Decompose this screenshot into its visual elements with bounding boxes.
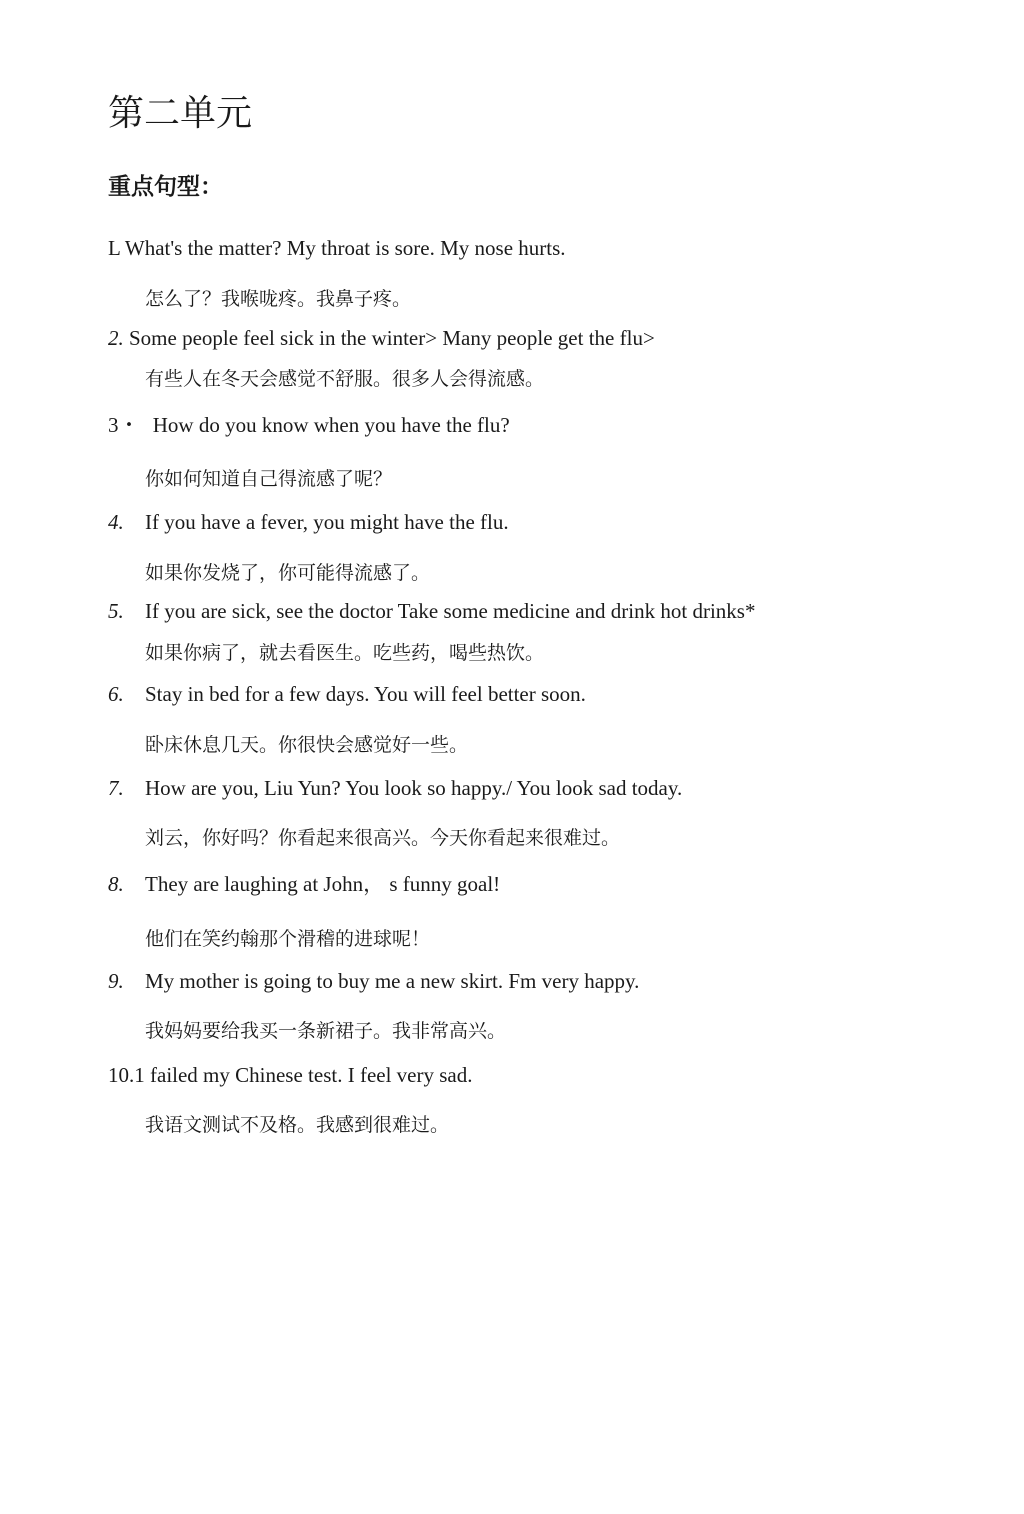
- sentence-5-chinese: 如果你病了，就去看医生。吃些药，喝些热饮。: [145, 642, 545, 664]
- sentence-6-chinese: 卧床休息几天。你很快会感觉好一些。: [145, 734, 469, 756]
- sentence-3-english-text: How do you know when you have the flu?: [152, 413, 510, 437]
- sentence-1-english-text: L What's the matter? My throat is sore. My nose hurts.: [108, 236, 566, 260]
- sentence-1-chinese: 怎么了？我喉咙疼。我鼻子疼。: [145, 288, 412, 310]
- sentence-8-english-text: They are laughing at John， s funny goal!: [145, 872, 501, 896]
- sentence-5-english-text: If you are sick, see the doctor Take some medicine and drink hot drinks*: [145, 599, 756, 623]
- sentence-9-chinese: 我妈妈要给我买一条新裙子。我非常高兴。: [145, 1020, 507, 1042]
- sentence-2-chinese: 有些人在冬天会感觉不舒服。很多人会得流感。: [145, 368, 545, 390]
- section-heading: 重点句型：: [108, 174, 223, 200]
- sentence-2-number: 2.: [108, 326, 124, 350]
- sentence-4-number: 4.: [108, 510, 124, 534]
- sentence-10-chinese: 我语文测试不及格。我感到很难过。: [145, 1114, 450, 1136]
- sentence-8-chinese: 他们在笑约翰那个滑稽的进球呢！: [145, 928, 431, 950]
- sentence-4-english-text: If you have a fever, you might have the flu.: [145, 510, 509, 534]
- sentence-4-english: [108, 509, 509, 535]
- sentence-3-english: [108, 412, 510, 438]
- sentence-1-english: [108, 235, 566, 261]
- sentence-6-english-text: Stay in bed for a few days. You will feel better soon.: [145, 682, 586, 706]
- sentence-5-english: [108, 598, 755, 624]
- sentence-10-english-text: 10.1 failed my Chinese test. I feel very sad.: [108, 1063, 473, 1087]
- sentence-10-english: [108, 1062, 472, 1088]
- sentence-7-english: [108, 775, 682, 801]
- page-title: 第二单元: [108, 93, 253, 134]
- sentence-7-english-text: How are you, Liu Yun? You look so happy./ You look sad today.: [145, 776, 683, 800]
- sentence-7-chinese: 刘云，你好吗？你看起来很高兴。今天你看起来很难过。: [145, 827, 621, 849]
- sentence-9-english: [108, 968, 639, 994]
- sentence-4-chinese: 如果你发烧了，你可能得流感了。: [145, 562, 431, 584]
- sentence-6-english: [108, 681, 586, 707]
- sentence-3-chinese: 你如何知道自己得流感了呢？: [145, 468, 393, 490]
- sentence-7-number: 7.: [108, 776, 124, 800]
- sentence-6-number: 6.: [108, 682, 124, 706]
- sentence-8-number: 8.: [108, 872, 124, 896]
- sentence-9-number: 9.: [108, 969, 124, 993]
- sentence-2-english: [108, 325, 655, 351]
- sentence-3-number: 3・: [108, 413, 140, 437]
- sentence-8-english: [108, 871, 500, 897]
- sentence-9-english-text: My mother is going to buy me a new skirt. Fm very happy.: [145, 969, 640, 993]
- sentence-2-english-text: Some people feel sick in the winter> Many people get the flu>: [129, 326, 655, 350]
- sentence-5-number: 5.: [108, 599, 124, 623]
